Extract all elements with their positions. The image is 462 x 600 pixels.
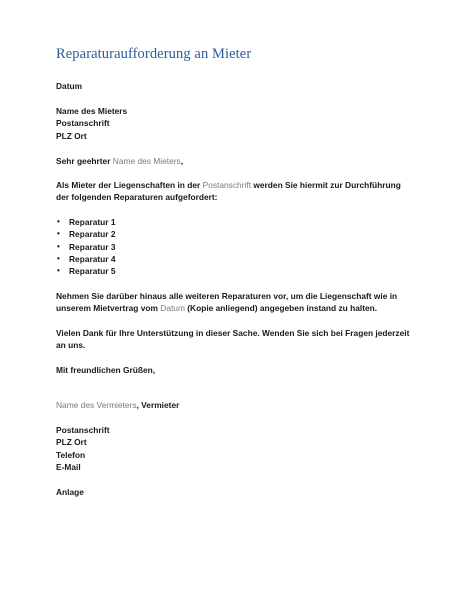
contract-date-placeholder: Datum	[160, 303, 185, 314]
signature-line	[56, 399, 416, 411]
list-item: • Reparatur 2	[57, 229, 116, 240]
letter-body	[56, 46, 416, 498]
letter-title: Reparaturaufforderung an Mieter	[56, 46, 252, 62]
sender-phone: Telefon	[56, 449, 86, 460]
recipient-block	[56, 105, 416, 142]
bullet-icon: •	[57, 216, 60, 226]
sender-block	[56, 424, 416, 474]
recipient-city: PLZ Ort	[56, 130, 87, 141]
recipient-name: Name des Mieters	[56, 105, 128, 116]
bullet-icon: •	[57, 241, 60, 251]
repair-list	[56, 216, 416, 278]
salutation-suffix: ,	[180, 155, 184, 166]
intro-part1: Als Mieter der Liegenschaften in der	[56, 180, 201, 191]
body-paragraph	[56, 290, 416, 315]
bullet-icon: •	[57, 254, 60, 264]
sender-address: Postanschrift	[56, 424, 110, 435]
salutation	[56, 155, 416, 167]
intro-part2: werden Sie hiermit zur Durchführung der folgenden Reparaturen aufgefordert:	[56, 180, 401, 203]
intro-paragraph	[56, 179, 416, 204]
body-part2: (Kopie anliegend) angegeben instand zu halten.	[187, 303, 378, 314]
salutation-prefix: Sehr geehrter	[56, 155, 111, 166]
date-line: Datum	[56, 81, 83, 91]
body-part1: Nehmen Sie darüber hinaus alle weiteren Reparaturen vor, um die Liegenschaft wie in unserem Mietvertrag vom	[56, 290, 398, 314]
list-item: • Reparatur 3	[57, 241, 116, 252]
closing-line: Mit freundlichen Grüßen,	[56, 364, 156, 375]
salutation-name-placeholder: Name des Mieters	[112, 155, 181, 166]
recipient-address: Postanschrift	[56, 118, 110, 129]
bullet-icon: •	[57, 266, 60, 276]
list-item: • Reparatur 5	[57, 266, 116, 277]
enclosure-line: Anlage	[56, 486, 84, 497]
sender-email: E-Mail	[56, 462, 81, 473]
landlord-name-placeholder: Name des Vermieters	[56, 399, 137, 410]
signature-role: , Vermieter	[136, 399, 180, 410]
bullet-icon: •	[57, 229, 60, 239]
list-item: • Reparatur 4	[57, 254, 116, 265]
sender-city: PLZ Ort	[56, 437, 87, 448]
intro-address-placeholder: Postanschrift	[202, 180, 252, 191]
thanks-paragraph: Vielen Dank für Ihre Unterstützung in dieser Sache. Wenden Sie sich bei Fragen jederzeit an uns.	[56, 327, 410, 351]
list-item: • Reparatur 1	[57, 216, 116, 227]
